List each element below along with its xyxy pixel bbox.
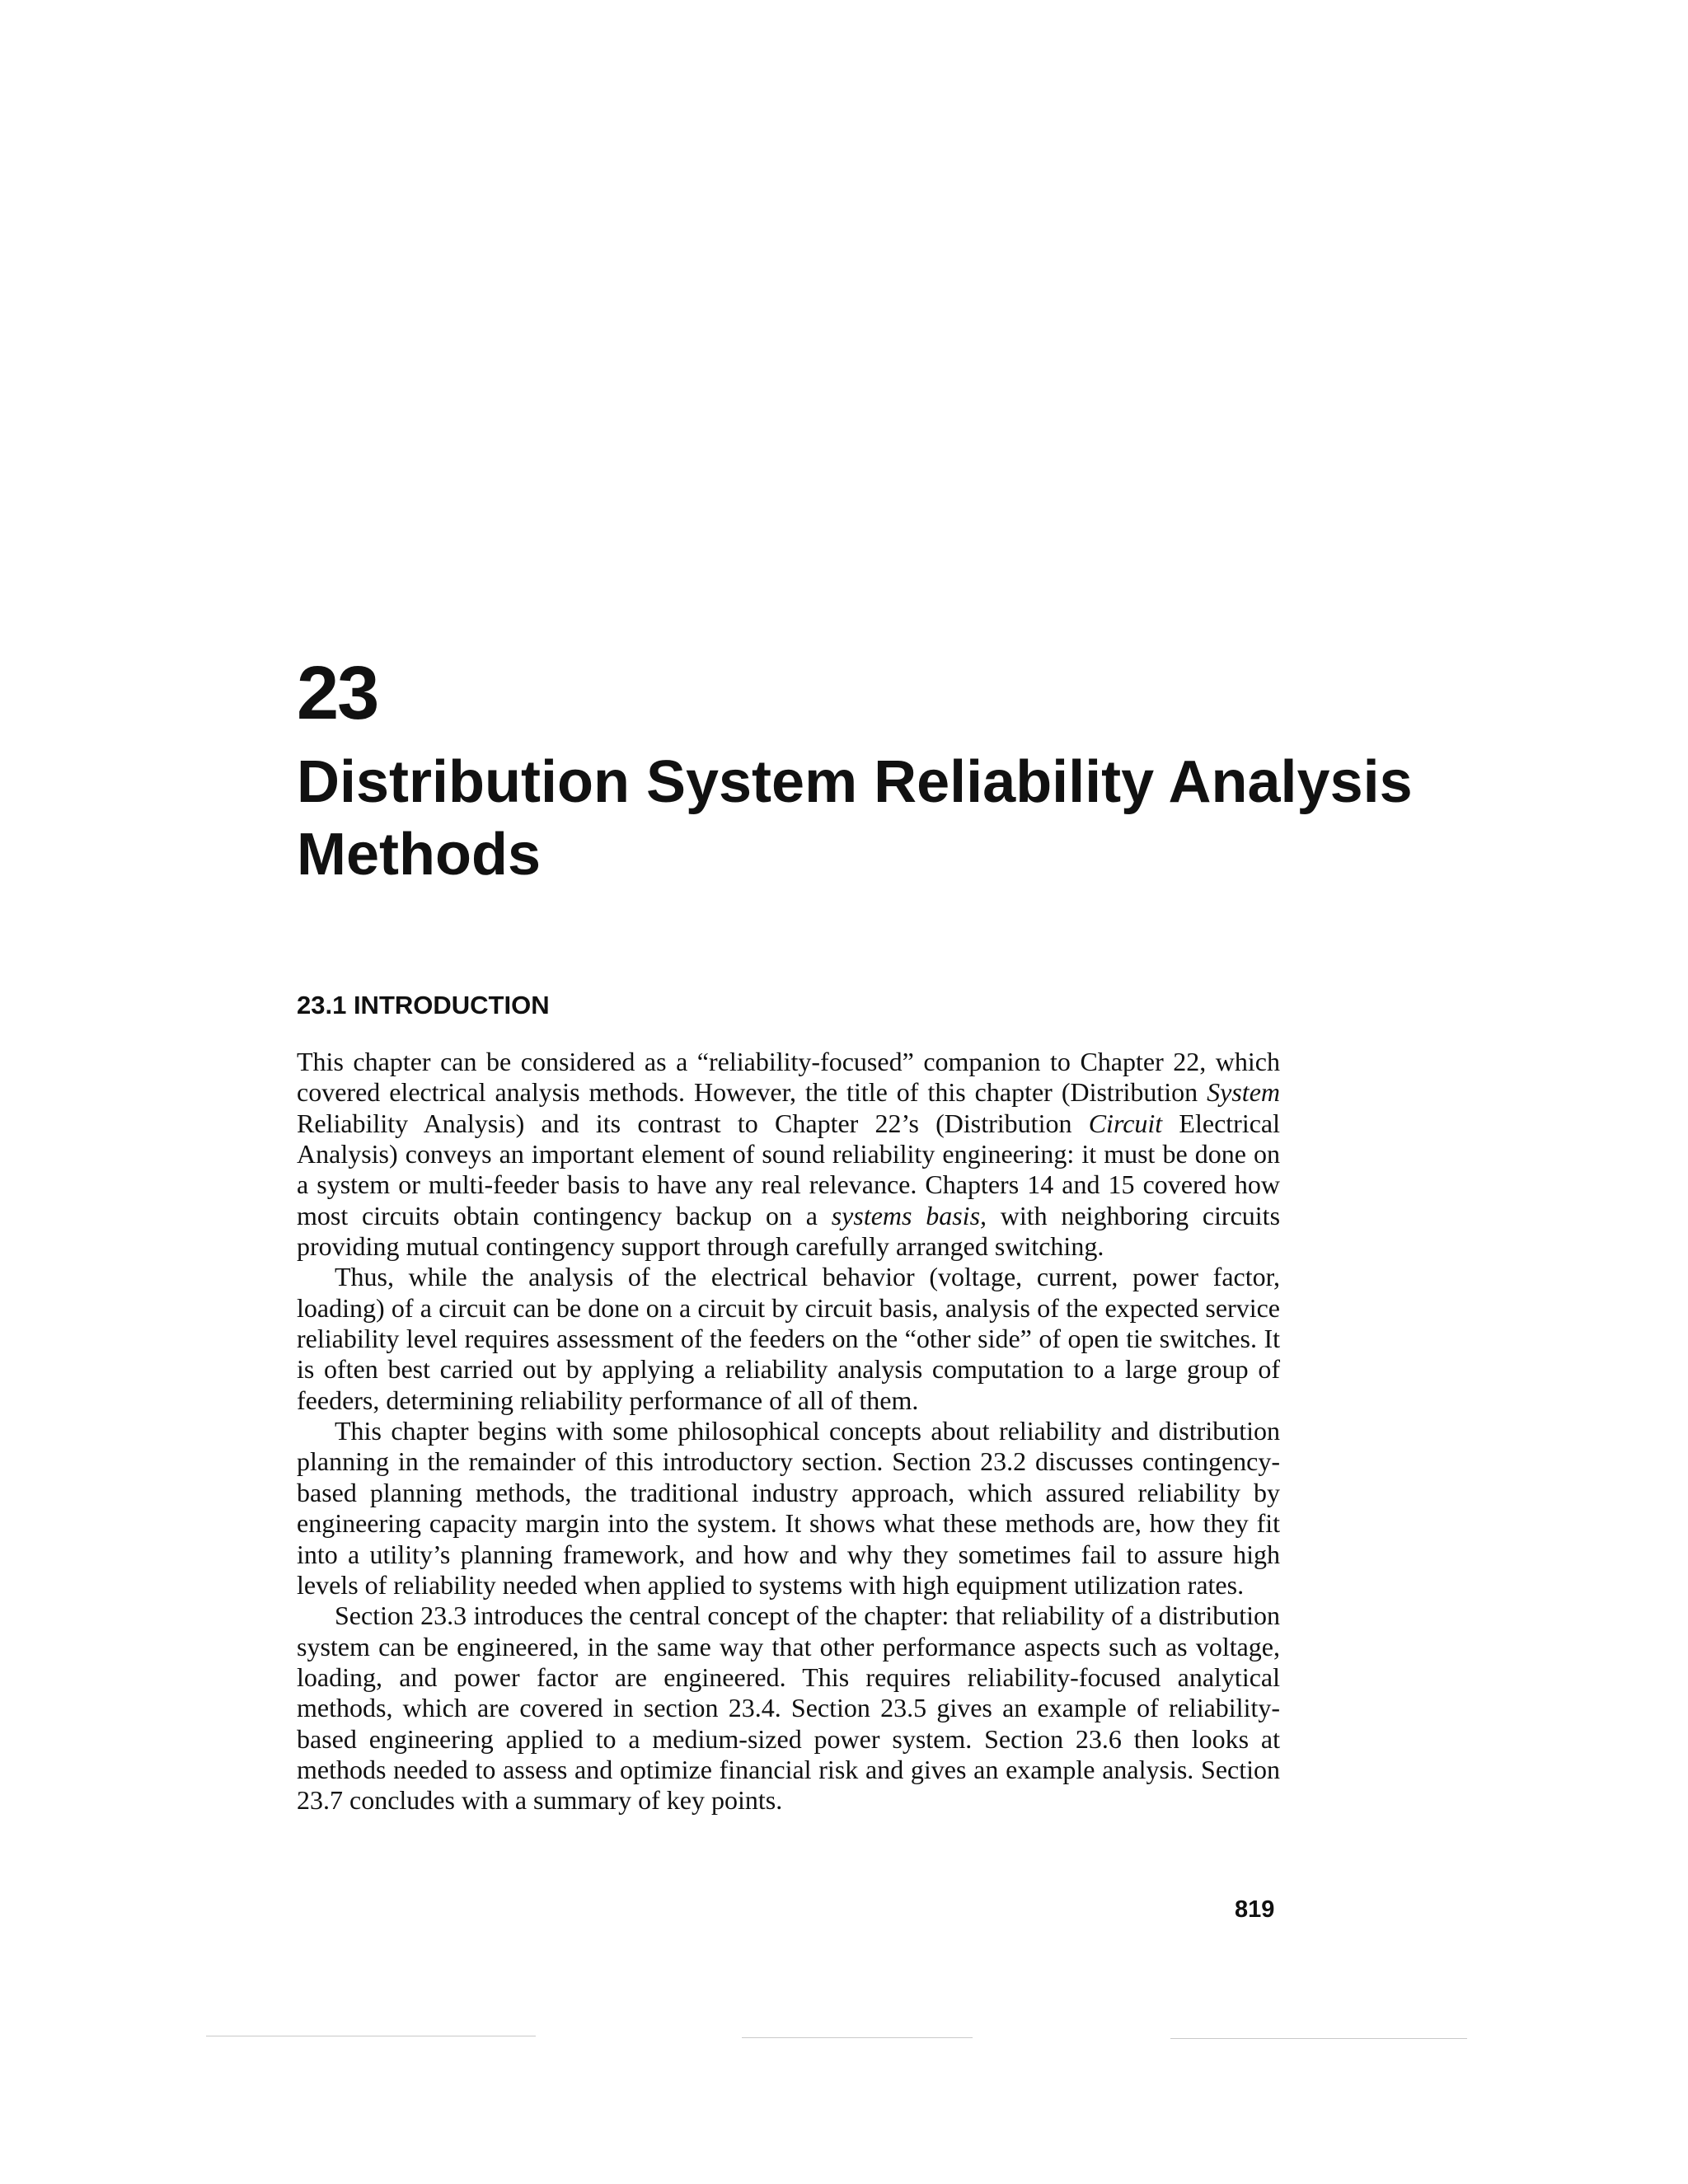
chapter-number: 23 xyxy=(297,651,378,735)
page-number: 819 xyxy=(1235,1896,1275,1923)
paragraph-1: This chapter can be considered as a “reliability-focused” companion to Chapter 22, which covered electrical analysis methods. However, the title of this chapter (Distribution System Reliability Analysis) and its contrast to Chapter 22’s (Distribution Circuit Electrical Analysis) conveys an important element of sound reliability engineering: it must be done on a system or multi-feeder basis to have any real relevance. Chapters 14 and 15 covered how most circuits obtain contingency backup on a systems basis, with neighboring circuits providing mutual contingency support through carefully arranged switching. xyxy=(297,1047,1281,1262)
paragraph-4: Section 23.3 introduces the central concept of the chapter: that reliability of a distribution system can be engineered, in the same way that other performance aspects such as voltage, loading, and power factor are engineered. This requires reliability-focused analytical methods, which are covered in section 23.4. Section 23.5 gives an example of reliability-based engineering applied to a medium-sized power system. Section 23.6 then looks at methods needed to assess and optimize financial risk and gives an example analysis. Section 23.7 concludes with a summary of key points. xyxy=(297,1601,1280,1816)
section-heading: 23.1 INTRODUCTION xyxy=(297,991,550,1019)
chapter-title: Distribution System Reliability Analysis Methods xyxy=(297,749,1413,888)
body-text xyxy=(297,1047,1280,1816)
emphasis-circuit: Circuit xyxy=(1088,1108,1163,1138)
emphasis-system: System xyxy=(1207,1077,1280,1108)
emphasis-systems-basis: systems basis, xyxy=(831,1200,987,1230)
scan-artifact-line xyxy=(742,2037,973,2038)
paragraph-2: Thus, while the analysis of the electrical behavior (voltage, current, power factor, loading) of a circuit can be done on a circuit by circuit basis, analysis of the expected service reliability level requires assessment of the feeders on the “other side” of open tie switches. It is often best carried out by applying a reliability analysis computation to a large group of feeders, determining reliability performance of all of them. xyxy=(297,1262,1280,1415)
scan-artifact-line xyxy=(1170,2038,1467,2039)
paragraph-3: This chapter begins with some philosophical concepts about reliability and distribution planning in the remainder of this introductory section. Section 23.2 discusses contingency-based planning methods, the traditional industry approach, which assured reliability by engineering capacity margin into the system. It shows what these methods are, how they fit into a utility’s planning framework, and how and why they sometimes fail to assure high levels of reliability needed when applied to systems with high equipment utilization rates. xyxy=(297,1416,1280,1600)
